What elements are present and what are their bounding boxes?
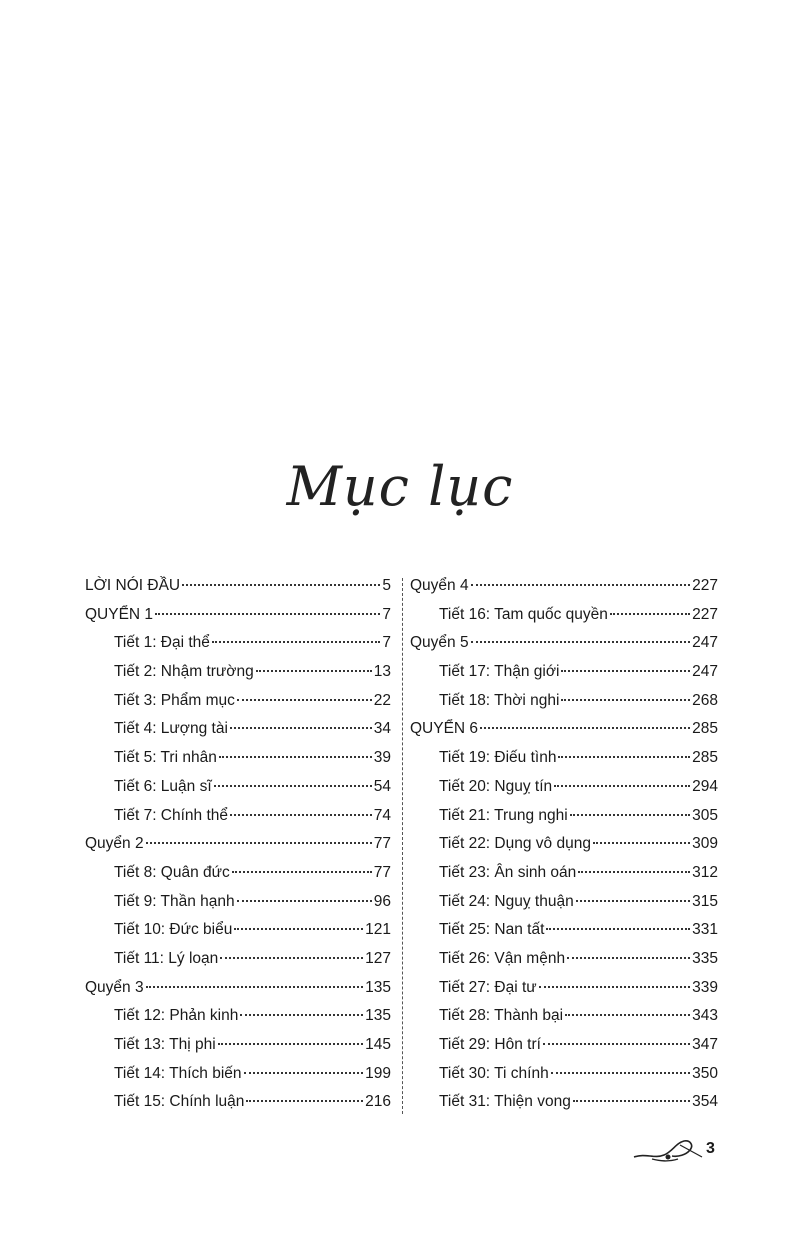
toc-entry-label: Tiết 7: Chính thể xyxy=(114,806,229,824)
dot-leader xyxy=(480,727,690,729)
dot-leader xyxy=(558,756,690,758)
toc-entry-page: 199 xyxy=(365,1064,391,1082)
toc-entry xyxy=(410,687,718,716)
toc-entry xyxy=(85,916,391,945)
toc-entry-label: Tiết 2: Nhậm trường xyxy=(114,663,254,681)
toc-entry-label: Tiết 3: Phẩm mục xyxy=(114,691,235,709)
toc-entry-page: 309 xyxy=(692,835,718,853)
dot-leader xyxy=(471,584,691,586)
toc-entry-page: 350 xyxy=(692,1064,718,1082)
toc-entry-page: 135 xyxy=(365,1007,391,1025)
toc-entry xyxy=(85,974,391,1003)
toc-entry xyxy=(85,1002,391,1031)
toc-entry xyxy=(85,1088,391,1117)
toc-entry-label: Quyển 2 xyxy=(85,835,144,853)
toc-entry-label: Tiết 26: Vận mệnh xyxy=(439,949,566,967)
dot-leader xyxy=(543,1043,690,1045)
toc-entry-page: 315 xyxy=(692,892,718,910)
toc-entry xyxy=(85,888,391,917)
column-divider xyxy=(402,578,403,1114)
toc-entry xyxy=(85,744,391,773)
toc-entry xyxy=(85,945,391,974)
toc-entry xyxy=(85,715,391,744)
toc-entry xyxy=(85,1031,391,1060)
toc-entry-page: 331 xyxy=(692,921,718,939)
toc-entry-page: 347 xyxy=(692,1036,718,1053)
toc-entry-page: 339 xyxy=(692,978,718,996)
toc-entry-page: 305 xyxy=(692,806,718,824)
toc-entry-label: QUYỂN 6 xyxy=(410,720,479,738)
toc-entry-label: Tiết 23: Ân sinh oán xyxy=(439,863,577,881)
toc-entry-label: Quyển 5 xyxy=(410,634,469,652)
toc-entry-page: 22 xyxy=(373,691,391,709)
dot-leader xyxy=(234,928,363,930)
toc-entry-label: Tiết 13: Thị phi xyxy=(114,1036,216,1053)
toc-entry-page: 121 xyxy=(365,921,391,939)
toc-entry xyxy=(410,859,718,888)
toc-entry-label: Tiết 30: Ti chính xyxy=(439,1064,549,1082)
dot-leader xyxy=(246,1100,363,1102)
toc-entry xyxy=(410,830,718,859)
toc-entry-label: Tiết 6: Luận sĩ xyxy=(114,777,212,795)
toc-entry-label: Tiết 20: Nguỵ tín xyxy=(439,777,553,795)
toc-entry xyxy=(410,888,718,917)
dot-leader xyxy=(218,1043,363,1045)
dot-leader xyxy=(230,727,372,729)
toc-entry-page: 216 xyxy=(365,1093,391,1111)
toc-entry-page: 34 xyxy=(373,720,391,738)
toc-entry xyxy=(410,1060,718,1089)
toc-entry-label: Quyển 4 xyxy=(410,577,469,594)
dot-leader xyxy=(182,584,380,586)
toc-entry-page: 135 xyxy=(365,978,391,996)
toc-entry-label: LỜI NÓI ĐẦU xyxy=(85,577,181,594)
toc-entry-label: Tiết 17: Thận giới xyxy=(439,663,560,681)
toc-entry-label: Tiết 18: Thời nghi xyxy=(439,691,560,709)
toc-entry xyxy=(85,1060,391,1089)
toc-entry-page: 13 xyxy=(373,663,391,681)
dot-leader xyxy=(610,613,690,615)
toc-entry xyxy=(410,1088,718,1117)
toc-entry-page: 145 xyxy=(365,1036,391,1053)
toc-entry xyxy=(410,1002,718,1031)
toc-entry-label: Tiết 8: Quân đức xyxy=(114,863,230,881)
dot-leader xyxy=(146,986,364,988)
toc-entry xyxy=(410,601,718,630)
toc-entry-page: 343 xyxy=(692,1007,718,1025)
toc-entry-page: 247 xyxy=(692,663,718,681)
toc-entry-label: Tiết 29: Hôn trí xyxy=(439,1036,541,1053)
dot-leader xyxy=(573,1100,690,1102)
quill-flourish-icon xyxy=(632,1135,706,1165)
dot-leader xyxy=(565,1014,690,1016)
dot-leader xyxy=(551,1072,690,1074)
dot-leader xyxy=(220,957,363,959)
dot-leader xyxy=(561,699,690,701)
toc-entry xyxy=(410,802,718,831)
toc-entry-label: Tiết 19: Điếu tình xyxy=(439,749,557,767)
dot-leader xyxy=(244,1072,364,1074)
dot-leader xyxy=(219,756,372,758)
page-title: Mục lục xyxy=(286,455,514,518)
toc-entry-page: 227 xyxy=(692,577,718,594)
toc-entry xyxy=(410,658,718,687)
dot-leader xyxy=(539,986,690,988)
dot-leader xyxy=(232,871,372,873)
toc-entry-label: Tiết 25: Nan tất xyxy=(439,921,545,939)
toc-entry-page: 39 xyxy=(373,749,391,767)
dot-leader xyxy=(237,699,372,701)
toc-entry xyxy=(410,629,718,658)
toc-entry-label: Tiết 27: Đại tư xyxy=(439,978,537,996)
toc-entry xyxy=(410,715,718,744)
toc-entry-page: 294 xyxy=(692,777,718,795)
toc-entry xyxy=(85,802,391,831)
dot-leader xyxy=(256,670,372,672)
toc-entry xyxy=(85,830,391,859)
toc-entry-label: Tiết 9: Thần hạnh xyxy=(114,892,235,910)
dot-leader xyxy=(212,641,380,643)
toc-right-column xyxy=(410,572,718,1117)
toc-entry xyxy=(410,945,718,974)
toc-entry-page: 268 xyxy=(692,691,718,709)
dot-leader xyxy=(570,814,690,816)
toc-entry-label: Tiết 28: Thành bại xyxy=(439,1007,564,1025)
dot-leader xyxy=(146,842,372,844)
dot-leader xyxy=(593,842,690,844)
toc-left-column xyxy=(85,572,391,1117)
toc-entry-label: Tiết 10: Đức biểu xyxy=(114,921,233,939)
toc-entry xyxy=(85,629,391,658)
toc-entry-label: Quyển 3 xyxy=(85,978,144,996)
toc-entry-page: 7 xyxy=(382,634,391,652)
toc-entry-page: 227 xyxy=(692,605,718,623)
toc-entry-label: Tiết 11: Lý loạn xyxy=(114,949,219,967)
toc-entry xyxy=(410,773,718,802)
toc-entry-label: Tiết 24: Nguỵ thuận xyxy=(439,892,574,910)
toc-entry-page: 312 xyxy=(692,863,718,881)
toc-entry-page: 285 xyxy=(692,749,718,767)
dot-leader xyxy=(578,871,690,873)
toc-entry-label: Tiết 15: Chính luận xyxy=(114,1093,245,1111)
dot-leader xyxy=(561,670,690,672)
dot-leader xyxy=(546,928,690,930)
toc-entry-page: 127 xyxy=(365,949,391,967)
toc-entry-page: 247 xyxy=(692,634,718,652)
dot-leader xyxy=(471,641,691,643)
toc-entry-page: 96 xyxy=(373,892,391,910)
toc-entry xyxy=(85,687,391,716)
dot-leader xyxy=(214,785,372,787)
toc-entry xyxy=(85,859,391,888)
toc-entry xyxy=(85,601,391,630)
toc-entry-label: Tiết 12: Phản kinh xyxy=(114,1007,239,1025)
dot-leader xyxy=(237,900,372,902)
toc-entry xyxy=(410,1031,718,1060)
toc-entry-label: QUYỂN 1 xyxy=(85,605,154,623)
toc-entry-page: 77 xyxy=(373,863,391,881)
toc-entry xyxy=(410,974,718,1003)
dot-leader xyxy=(576,900,690,902)
toc-entry-label: Tiết 31: Thiện vong xyxy=(439,1093,571,1111)
dot-leader xyxy=(240,1014,363,1016)
toc-entry-label: Tiết 4: Lượng tài xyxy=(114,720,228,738)
toc-entry xyxy=(85,658,391,687)
toc-entry xyxy=(85,773,391,802)
toc-entry xyxy=(410,744,718,773)
toc-entry-page: 285 xyxy=(692,720,718,738)
toc-entry-label: Tiết 16: Tam quốc quyền xyxy=(439,605,608,623)
toc-entry xyxy=(85,572,391,601)
toc-entry-label: Tiết 14: Thích biến xyxy=(114,1064,242,1082)
toc-entry-page: 74 xyxy=(373,806,391,824)
toc-entry-label: Tiết 21: Trung nghi xyxy=(439,806,568,824)
dot-leader xyxy=(554,785,690,787)
dot-leader xyxy=(230,814,372,816)
toc-entry-page: 77 xyxy=(373,835,391,853)
toc-entry-page: 54 xyxy=(373,777,391,795)
toc-entry xyxy=(410,916,718,945)
toc-entry-label: Tiết 1: Đại thể xyxy=(114,634,210,652)
dot-leader xyxy=(155,613,380,615)
dot-leader xyxy=(567,957,690,959)
toc-entry-page: 354 xyxy=(692,1093,718,1111)
toc-entry-label: Tiết 5: Tri nhân xyxy=(114,749,217,767)
toc-entry-label: Tiết 22: Dụng vô dụng xyxy=(439,835,591,853)
toc-entry-page: 5 xyxy=(382,577,391,594)
toc-entry xyxy=(410,572,718,601)
toc-entry-page: 7 xyxy=(382,605,391,623)
page-number: 3 xyxy=(706,1140,715,1157)
toc-entry-page: 335 xyxy=(692,949,718,967)
